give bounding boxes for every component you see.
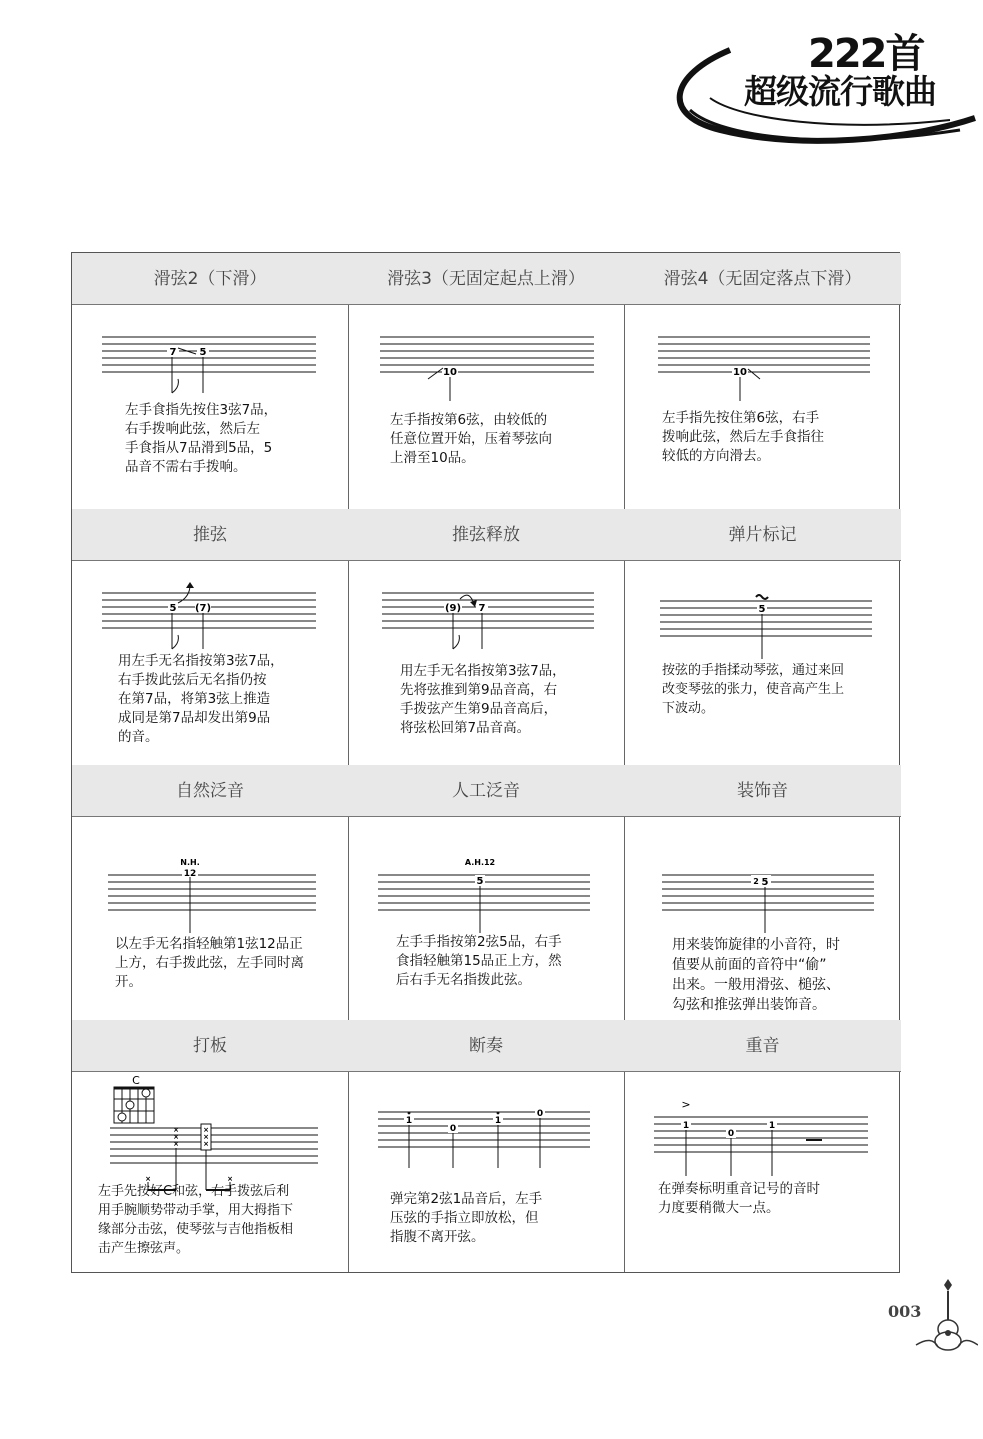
cell-header: 滑弦3（无固定起点上滑）: [348, 253, 624, 305]
cell-description: 弹完第2弦1品音后，左手 压弦的手指立即放松，但 指腹不离开弦。: [390, 1191, 543, 1245]
brand-number: 222首: [808, 31, 924, 77]
page-number: 003: [888, 1302, 922, 1321]
cell-natural-harmonic: [72, 765, 348, 1020]
cell-header: 打板: [72, 1020, 348, 1072]
cell-grace-note: [624, 765, 901, 1020]
cell-accent: [624, 1020, 901, 1274]
cell-description: 在弹奏标明重音记号的音时 力度要稍微大一点。: [658, 1181, 820, 1216]
mute-x: ×: [173, 1140, 179, 1148]
cell-description: 左手指按第6弦，由较低的 任意位置开始，压着琴弦向 上滑至10品。: [390, 412, 552, 466]
fret-number: (9): [444, 603, 462, 614]
fret-number: 12: [183, 869, 197, 879]
brand-logo: [660, 20, 980, 160]
cell-staccato: [348, 1020, 624, 1274]
cell-header: 滑弦2（下滑）: [72, 253, 348, 305]
cell-header: 自然泛音: [72, 765, 348, 817]
cell-header: 重音: [624, 1020, 901, 1072]
fret-number: 1: [682, 1121, 690, 1131]
cell-header: 断奏: [348, 1020, 624, 1072]
cell-vibrato: [624, 509, 901, 765]
cell-description: 用左手无名指按第3弦7品， 右手拨此弦后无名指仍按 在第7品，将第3弦上推造 成同是第7品却发出第9品 的音。: [118, 653, 284, 745]
cell-description: 用来装饰旋律的小音符，时 值要从前面的音符中“偷” 出来。一般用滑弦、槌弦、 勾弦和推弦弹出装饰音。: [672, 937, 840, 1013]
fret-number: 0: [536, 1109, 544, 1119]
mute-x: ×: [145, 1175, 151, 1183]
fret-number: 0: [727, 1129, 735, 1139]
fret-number: 1: [494, 1116, 502, 1126]
rest-mark: [806, 1139, 822, 1141]
mute-x: ×: [173, 1133, 179, 1141]
accent-mark: >: [681, 1098, 691, 1111]
cell-description: 左手食指先按住3弦7品， 右手拨响此弦，然后左 手食指从7品滑到5品，5 品音不需右手拨响。: [125, 402, 278, 475]
cell-header: 装饰音: [624, 765, 901, 817]
chord-name: C: [132, 1074, 140, 1087]
cell-slide3: [348, 253, 624, 509]
tab-staff: [348, 1072, 624, 1192]
cell-description: 以左手无名指轻触第1弦12品正 上方，右手拨此弦，左手同时离 开。: [115, 936, 304, 990]
fret-number: 5: [169, 603, 177, 614]
mute-x: ×: [227, 1175, 233, 1183]
fret-number: 5: [758, 604, 766, 615]
fret-number: 1: [768, 1121, 776, 1131]
cell-release: [348, 509, 624, 765]
grace-fret: 2: [753, 877, 759, 886]
harmonic-label: A.H.12: [464, 858, 496, 867]
cell-header: 推弦释放: [348, 509, 624, 561]
fret-number: 5: [476, 876, 484, 887]
fret-number: 0: [449, 1124, 457, 1134]
mute-x: ×: [203, 1140, 209, 1148]
cell-slide2: [72, 253, 348, 509]
fret-number: (7): [194, 603, 212, 614]
cell-header: 推弦: [72, 509, 348, 561]
cell-description: 按弦的手指揉动琴弦，通过来回 改变琴弦的张力，使音高产生上 下波动。: [662, 663, 845, 716]
chord-diagram: [114, 1087, 154, 1123]
mute-x: ×: [203, 1133, 209, 1141]
fret-number: 10: [443, 367, 457, 378]
guitar-ornament-icon: [912, 1275, 978, 1355]
cell-artificial-harmonic: [348, 765, 624, 1020]
mute-x: ×: [173, 1126, 179, 1134]
cell-header: 人工泛音: [348, 765, 624, 817]
fret-number: 7: [478, 603, 486, 614]
cell-description: 左手手指按第2弦5品，右手 食指轻触第15品正上方，然 后右手无名指拨此弦。: [396, 934, 562, 988]
cell-header: 弹片标记: [624, 509, 901, 561]
brand-title: 超级流行歌曲: [744, 72, 936, 111]
fret-number: 10: [733, 367, 747, 378]
fret-number: 5: [761, 877, 769, 888]
technique-table: [71, 252, 900, 1273]
slap-diagram: [72, 1072, 348, 1192]
fret-number: 1: [405, 1116, 413, 1126]
cell-bend: [72, 509, 348, 765]
cell-description: 左手指先按住第6弦，右手 拨响此弦，然后左手食指往 较低的方向滑去。: [662, 410, 824, 464]
cell-description: 左手先按好C和弦，右手拨弦后利 用手腕顺势带动手掌，用大拇指下 缘部分击弦，使琴弦与吉他指板相 击产生擦弦声。: [98, 1184, 294, 1256]
harmonic-label: N.H.: [180, 858, 200, 867]
cell-slap: [72, 1020, 348, 1274]
fret-number: 7: [169, 347, 177, 358]
fret-number: 5: [199, 347, 207, 358]
tab-staff: [624, 1072, 901, 1192]
cell-description: 用左手无名指按第3弦7品， 先将弦推到第9品音高，右 手拨弦产生第9品音高后， 将弦松回第7品音高。: [400, 663, 566, 736]
mute-x: ×: [203, 1126, 209, 1134]
cell-slide4: [624, 253, 901, 509]
cell-header: 滑弦4（无固定落点下滑）: [624, 253, 901, 305]
